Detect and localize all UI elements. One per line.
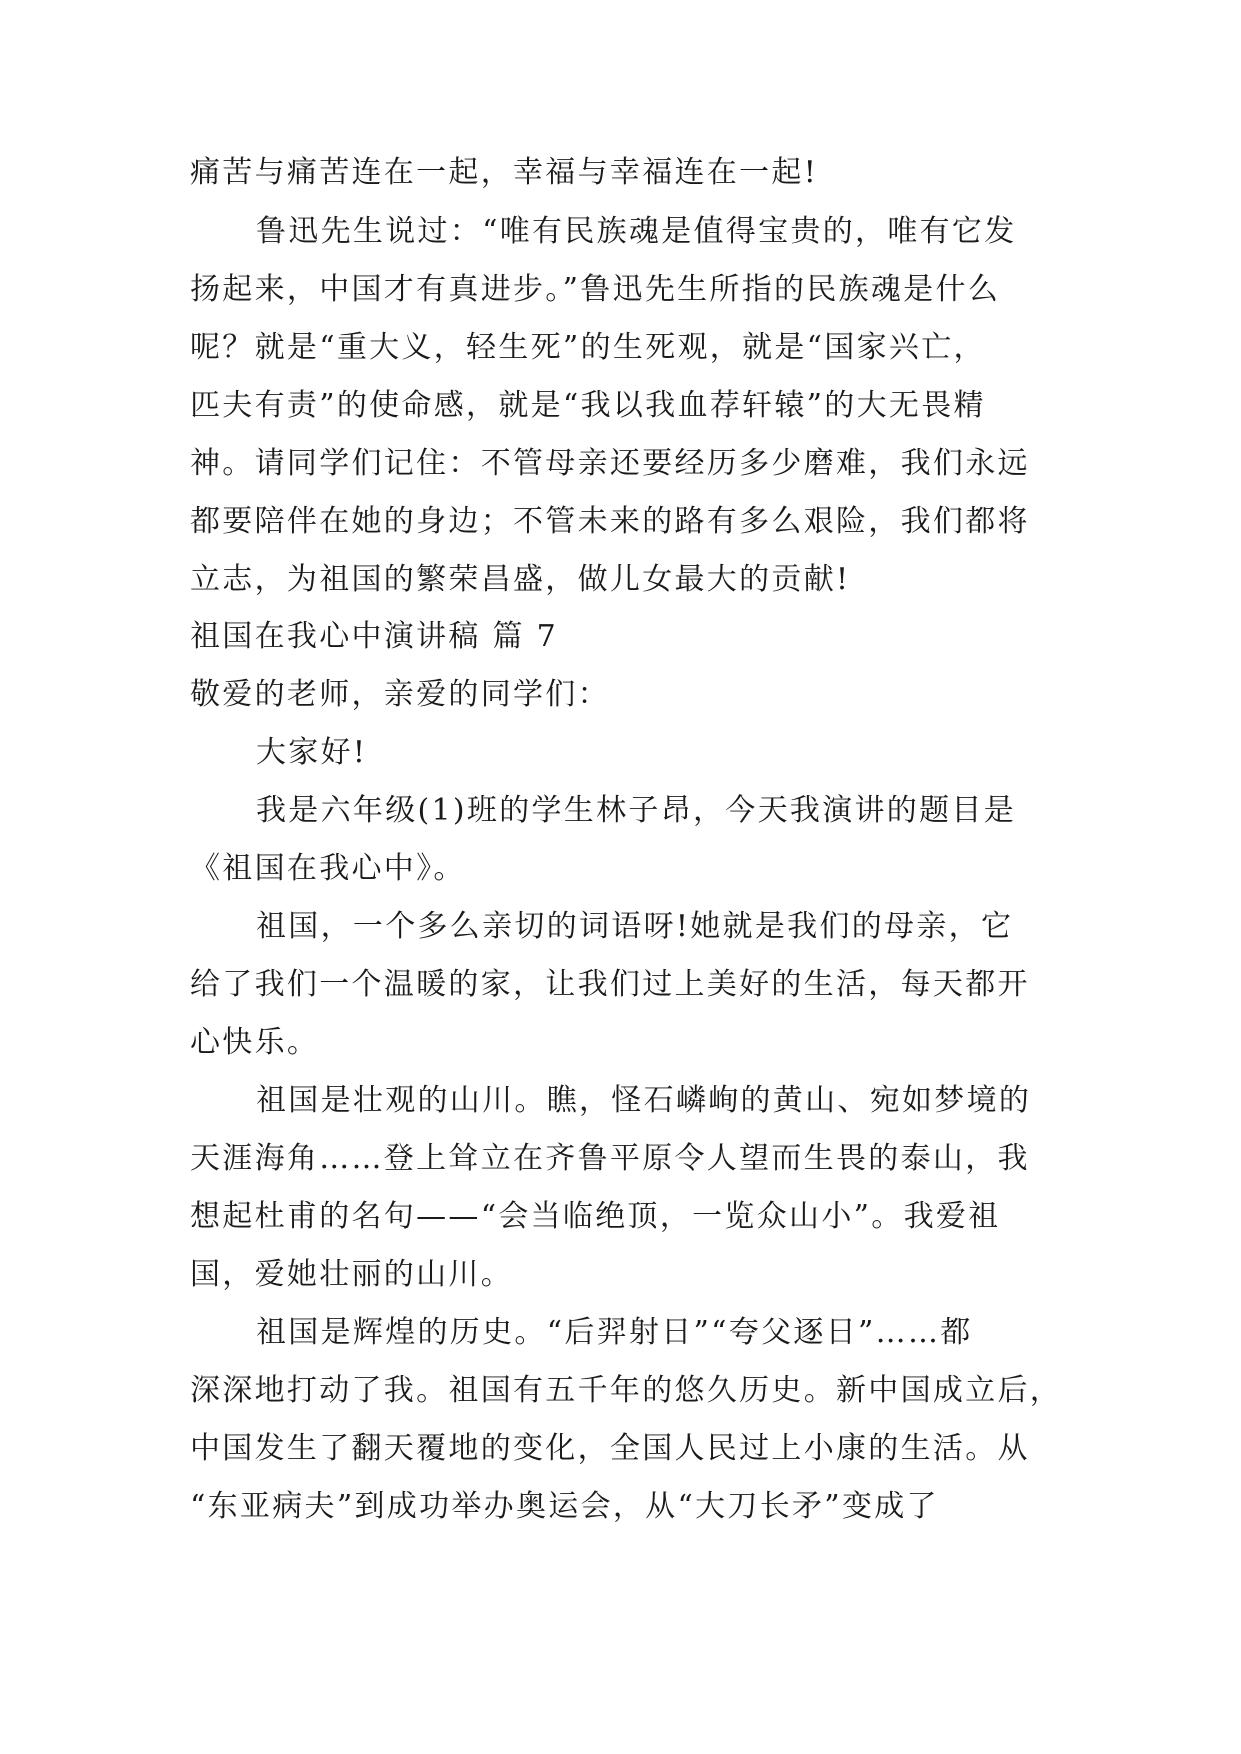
text-line: 天涯海角……登上耸立在齐鲁平原令人望而生畏的泰山，我 (190, 1141, 1030, 1176)
text-line: 鲁迅先生说过：“唯有民族魂是值得宝贵的，唯有它发 (256, 214, 1017, 249)
text-line: 我是六年级(1)班的学生林子昂，今天我演讲的题目是 (256, 793, 1016, 828)
section-heading: 祖国在我心中演讲稿 篇 7 (190, 619, 559, 654)
text-line: 立志，为祖国的繁荣昌盛，做儿女最大的贡献! (190, 562, 851, 597)
text-line: 神。请同学们记住：不管母亲还要经历多少磨难，我们永远 (190, 446, 1030, 481)
text-line: 呢？就是“重大义，轻生死”的生死观，就是“国家兴亡， (190, 330, 986, 365)
text-line: 扬起来，中国才有真进步。”鲁迅先生所指的民族魂是什么 (190, 272, 1001, 307)
text-line: 深深地打动了我。祖国有五千年的悠久历史。新中国成立后， (190, 1373, 1063, 1408)
text-line: 国，爱她壮丽的山川。 (190, 1257, 513, 1292)
greeting: 大家好! (256, 735, 368, 770)
text-line: 给了我们一个温暖的家，让我们过上美好的生活，每天都开 (190, 967, 1030, 1002)
text-line: 祖国是辉煌的历史。“后羿射日”“夸父逐日”……都 (256, 1315, 973, 1350)
text-line: 《祖国在我心中》。 (190, 851, 466, 886)
text-line: 都要陪伴在她的身边；不管未来的路有多么艰险，我们都将 (190, 504, 1030, 539)
text-line: 心快乐。 (190, 1025, 320, 1060)
salutation: 敬爱的老师，亲爱的同学们： (190, 677, 610, 712)
text-line: 祖国是壮观的山川。瞧，怪石嶙峋的黄山、宛如梦境的 (256, 1083, 1032, 1118)
text-line: “东亚病夫”到成功举办奥运会，从“大刀长矛”变成了 (190, 1489, 939, 1524)
text-line: 祖国，一个多么亲切的词语呀!她就是我们的母亲，它 (256, 909, 1014, 944)
text-line: 匹夫有责”的使命感，就是“我以我血荐轩辕”的大无畏精 (190, 388, 986, 423)
text-line: 想起杜甫的名句——“会当临绝顶，一览众山小”。我爱祖 (190, 1199, 1001, 1234)
text-line: 中国发生了翻天覆地的变化，全国人民过上小康的生活。从 (190, 1431, 1030, 1466)
text-line: 痛苦与痛苦连在一起，幸福与幸福连在一起! (190, 155, 819, 190)
